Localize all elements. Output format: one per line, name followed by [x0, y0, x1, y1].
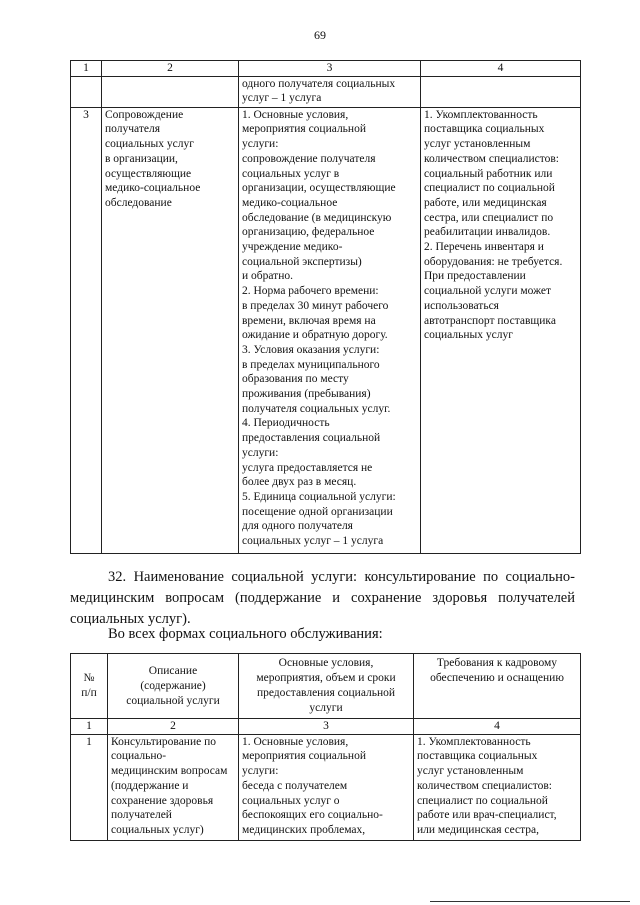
- cont-description: [102, 76, 239, 107]
- cell-line: осуществляющие: [105, 167, 192, 180]
- cell-line: Сопровождение: [105, 108, 184, 121]
- cell-line: медицинским вопросам: [111, 765, 228, 778]
- cell-line: автотранспорт поставщика: [424, 314, 556, 327]
- colnum-3: 3: [239, 61, 421, 77]
- cell-line: учреждение медико-: [242, 241, 343, 254]
- cell-line: социальных услуг о: [242, 794, 340, 807]
- colnum-4: 4: [414, 719, 581, 735]
- cont-num: [71, 76, 102, 107]
- heading-line: медицинским вопросам (поддержание и сохранение здоровья получателей: [70, 590, 575, 606]
- cell-line: социальных услуг): [111, 823, 204, 836]
- services-table: [70, 653, 581, 841]
- row-conditions: [239, 734, 414, 840]
- cell-line: 5. Единица социальной услуги:: [242, 490, 396, 503]
- row-conditions: [239, 107, 421, 553]
- cell-line: мероприятия социальной: [242, 750, 366, 763]
- cell-line: предоставления социальной: [242, 432, 381, 445]
- cell-line: для одного получателя: [242, 520, 353, 533]
- cell-line: услуга предоставляется не: [242, 461, 373, 474]
- header-line: №: [83, 672, 95, 684]
- header-line: Описание: [148, 664, 198, 677]
- cell-line: образования по месту: [242, 373, 349, 386]
- cell-line: медико-социальное: [242, 196, 338, 209]
- header-row: [71, 654, 581, 719]
- forms-text: Во всех формах социального обслуживания:: [108, 626, 383, 642]
- cell-line: специалист по социальной: [424, 182, 555, 195]
- row-number: 1: [71, 734, 108, 840]
- cell-line: социальной экспертизы): [242, 255, 362, 268]
- cell-line: использоваться: [424, 299, 499, 312]
- row-requirements: [421, 107, 581, 553]
- cell-line: социальных услуг: [105, 138, 194, 151]
- cont-conditions: [239, 76, 421, 107]
- colnum-2: 2: [108, 719, 239, 735]
- header-line: Требования к кадровому: [436, 657, 558, 669]
- heading-line: 32. Наименование социальной услуги: консультирование по социально-: [108, 569, 575, 585]
- cell-line: посещение одной организации: [242, 505, 393, 518]
- cell-line: работе, или медицинская: [424, 196, 547, 209]
- cell-line: сохранение здоровья: [111, 794, 214, 807]
- row-description: [102, 107, 239, 553]
- cell-line: (поддержание и: [111, 779, 189, 792]
- cell-line: услуг установленным: [424, 138, 531, 151]
- cell-line: в пределах 30 минут рабочего: [242, 299, 389, 312]
- header-num: [71, 654, 108, 719]
- header-line: предоставления социальной: [256, 687, 396, 699]
- cell-line: получателей: [111, 809, 172, 822]
- cell-line: сопровождение получателя: [242, 152, 376, 165]
- row-number: 3: [71, 107, 102, 553]
- header-line: услуги: [309, 702, 343, 714]
- cell-line: 1. Укомплектованность: [417, 735, 531, 748]
- cell-line: услуг – 1 услуга: [242, 92, 322, 105]
- heading-line: социальных услуг).: [70, 611, 191, 627]
- cell-line: услуг установленным: [417, 765, 524, 778]
- services-table-continued: [70, 60, 581, 554]
- cell-line: в организации,: [105, 152, 178, 165]
- cell-line: ожидание и обратную дорогу.: [242, 329, 388, 342]
- cell-line: обследование: [105, 196, 172, 209]
- header-line: Основные условия,: [278, 657, 374, 669]
- cell-line: получателя: [105, 123, 160, 136]
- cell-line: медицинских проблемах,: [242, 823, 366, 836]
- cell-line: специалист по социальной: [417, 794, 548, 807]
- cell-line: обследование (в медицинскую: [242, 211, 392, 224]
- cell-line: сестра, или специалист по: [424, 211, 554, 224]
- cell-line: услуги:: [242, 138, 279, 151]
- header-line: п/п: [81, 687, 97, 699]
- cell-line: социальных услуг – 1 услуга: [242, 535, 384, 548]
- colnum-3: 3: [239, 719, 414, 735]
- cell-line: более двух раз в месяц.: [242, 476, 357, 489]
- cell-line: беспокоящих его социально-: [242, 809, 383, 822]
- colnum-1: 1: [71, 61, 102, 77]
- cell-line: получателя социальных услуг.: [242, 402, 391, 415]
- header-line: мероприятия, объем и сроки: [256, 672, 396, 684]
- cell-line: мероприятия социальной: [242, 123, 366, 136]
- cell-line: поставщика социальных: [424, 123, 545, 136]
- cell-line: социальной услуги может: [424, 285, 552, 298]
- scan-edge-line: [430, 901, 630, 902]
- cell-line: 2. Норма рабочего времени:: [242, 285, 379, 298]
- row-requirements: [414, 734, 581, 840]
- cell-line: количеством специалистов:: [424, 152, 559, 165]
- cell-line: социальных услуг: [424, 329, 513, 342]
- cell-line: реабилитации инвалидов.: [424, 226, 551, 239]
- column-numbers-row: [71, 61, 581, 77]
- colnum-4: 4: [421, 61, 581, 77]
- cell-line: социально-: [111, 750, 167, 763]
- row-description: [108, 734, 239, 840]
- cell-line: Консультирование по: [111, 735, 216, 748]
- cell-line: проживания (пребывания): [242, 388, 371, 401]
- cell-line: услуги:: [242, 765, 279, 778]
- cell-line: организации, осуществляющие: [242, 182, 396, 195]
- cell-line: оборудования: не требуется.: [424, 255, 563, 268]
- cell-line: 4. Периодичность: [242, 417, 330, 430]
- cell-line: или медицинская сестра,: [417, 823, 540, 836]
- header-conditions: [239, 654, 414, 719]
- cell-line: и обратно.: [242, 270, 293, 283]
- colnum-2: 2: [102, 61, 239, 77]
- cell-line: времени, включая время на: [242, 314, 376, 327]
- cell-line: услуги:: [242, 446, 279, 459]
- continued-row: [71, 76, 581, 107]
- cell-line: беседа с получателем: [242, 779, 348, 792]
- table-row: [71, 734, 581, 840]
- header-line: (содержание): [140, 679, 206, 692]
- cell-line: работе или врач-специалист,: [417, 809, 557, 822]
- header-line: обеспечению и оснащению: [430, 672, 564, 684]
- column-numbers-row: [71, 719, 581, 735]
- header-requirements: [414, 654, 581, 719]
- cell-line: 1. Основные условия,: [242, 735, 349, 748]
- section-heading: [70, 567, 575, 630]
- cont-requirements: [421, 76, 581, 107]
- colnum-1: 1: [71, 719, 108, 735]
- cell-line: количеством специалистов:: [417, 779, 552, 792]
- cell-line: 1. Укомплектованность: [424, 108, 538, 121]
- cell-line: При предоставлении: [424, 270, 526, 283]
- header-line: социальной услуги: [126, 694, 220, 707]
- cell-line: 3. Условия оказания услуги:: [242, 343, 380, 356]
- page-number: 69: [314, 28, 326, 42]
- cell-line: одного получателя социальных: [242, 77, 396, 90]
- cell-line: социальный работник или: [424, 167, 553, 180]
- cell-line: социальных услуг в: [242, 167, 340, 180]
- header-description: [108, 654, 239, 719]
- cell-line: 1. Основные условия,: [242, 108, 349, 121]
- cell-line: организацию, федеральное: [242, 226, 375, 239]
- cell-line: медико-социальное: [105, 182, 201, 195]
- table-row: [71, 107, 581, 553]
- cell-line: в пределах муниципального: [242, 358, 380, 371]
- cell-line: поставщика социальных: [417, 750, 538, 763]
- cell-line: 2. Перечень инвентаря и: [424, 241, 544, 254]
